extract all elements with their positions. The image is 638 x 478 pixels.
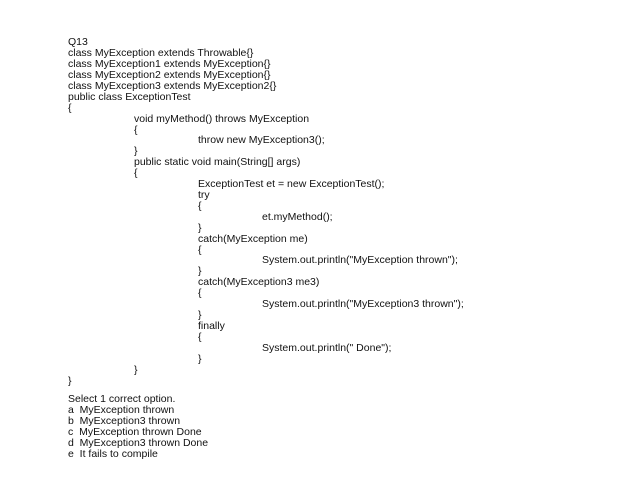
code-line: System.out.println(" Done"); bbox=[262, 342, 392, 354]
code-line: class MyException extends Throwable{} bbox=[68, 47, 254, 59]
code-line: } bbox=[198, 353, 202, 365]
answer-prompt: Select 1 correct option. bbox=[68, 393, 176, 405]
code-line: try bbox=[198, 189, 210, 201]
code-line: catch(MyException3 me3) bbox=[198, 276, 320, 288]
code-line: et.myMethod(); bbox=[262, 211, 333, 223]
answer-option: e It fails to compile bbox=[68, 448, 158, 460]
code-line: catch(MyException me) bbox=[198, 233, 308, 245]
code-line: throw new MyException3(); bbox=[198, 134, 325, 146]
code-line: { bbox=[134, 167, 138, 179]
question-number: Q13 bbox=[68, 36, 88, 48]
code-line: } bbox=[68, 375, 72, 387]
code-line: { bbox=[68, 102, 72, 114]
code-line: { bbox=[198, 287, 202, 299]
code-line: { bbox=[198, 244, 202, 256]
answer-option: d MyException3 thrown Done bbox=[68, 437, 209, 449]
code-line: class MyException3 extends MyException2{} bbox=[68, 80, 277, 92]
code-line: { bbox=[198, 200, 202, 212]
code-line: } bbox=[198, 265, 202, 277]
answer-option: a MyException thrown bbox=[68, 404, 175, 416]
code-line: System.out.println("MyException3 thrown"); bbox=[262, 298, 464, 310]
code-line: public class ExceptionTest bbox=[68, 91, 191, 103]
code-line: finally bbox=[198, 320, 225, 332]
code-line: } bbox=[134, 364, 138, 376]
answer-option: c MyException thrown Done bbox=[68, 426, 202, 438]
code-line: { bbox=[134, 124, 138, 136]
code-line: public static void main(String[] args) bbox=[134, 156, 301, 168]
code-line: System.out.println("MyException thrown"); bbox=[262, 254, 458, 266]
code-line: class MyException1 extends MyException{} bbox=[68, 58, 271, 70]
code-line: } bbox=[198, 309, 202, 321]
code-line: } bbox=[198, 222, 202, 234]
code-line: { bbox=[198, 331, 202, 343]
code-line: } bbox=[134, 145, 138, 157]
code-line: class MyException2 extends MyException{} bbox=[68, 69, 271, 81]
answer-option: b MyException3 thrown bbox=[68, 415, 181, 427]
code-line: ExceptionTest et = new ExceptionTest(); bbox=[198, 178, 385, 190]
code-line: void myMethod() throws MyException bbox=[134, 113, 310, 125]
